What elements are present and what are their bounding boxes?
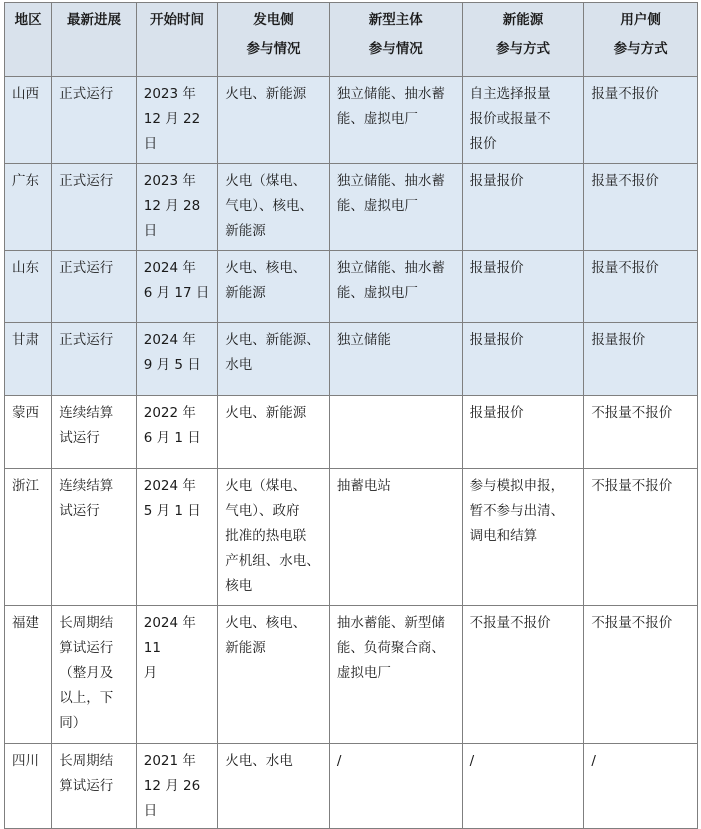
cell-region: 四川 bbox=[5, 744, 52, 829]
cell-start: 2021 年 12 月 26 日 bbox=[136, 744, 217, 829]
cell-generation: 火电（煤电、 气电）、政府 批准的热电联 产机组、水电、 核电 bbox=[218, 469, 330, 606]
cell-progress: 长周期结 算试运行 bbox=[52, 744, 136, 829]
cell-progress: 正式运行 bbox=[52, 77, 136, 164]
cell-user: / bbox=[584, 744, 698, 829]
cell-new-entities: 抽蓄电站 bbox=[329, 469, 462, 606]
header-user: 用户侧 参与方式 bbox=[584, 3, 698, 77]
header-start: 开始时间 bbox=[136, 3, 217, 77]
cell-renewable: 报量报价 bbox=[462, 323, 584, 396]
table-row bbox=[5, 396, 698, 469]
table-row bbox=[5, 164, 698, 251]
cell-progress: 正式运行 bbox=[52, 164, 136, 251]
cell-user: 报量不报价 bbox=[584, 164, 698, 251]
table-row bbox=[5, 251, 698, 323]
cell-progress: 连续结算 试运行 bbox=[52, 396, 136, 469]
cell-start: 2024 年 11 月 bbox=[136, 606, 217, 744]
cell-user: 不报量不报价 bbox=[584, 606, 698, 744]
market-table bbox=[4, 2, 698, 829]
cell-generation: 火电、新能源、 水电 bbox=[218, 323, 330, 396]
cell-new-entities: 抽水蓄能、新型储 能、负荷聚合商、 虚拟电厂 bbox=[329, 606, 462, 744]
cell-start: 2023 年 12 月 22 日 bbox=[136, 77, 217, 164]
cell-region: 广东 bbox=[5, 164, 52, 251]
cell-new-entities bbox=[329, 396, 462, 469]
cell-new-entities: 独立储能、抽水蓄 能、虚拟电厂 bbox=[329, 164, 462, 251]
cell-region: 浙江 bbox=[5, 469, 52, 606]
header-new-entities: 新型主体 参与情况 bbox=[329, 3, 462, 77]
cell-region: 山东 bbox=[5, 251, 52, 323]
cell-new-entities: 独立储能、抽水蓄 能、虚拟电厂 bbox=[329, 251, 462, 323]
table-row bbox=[5, 744, 698, 829]
table-row bbox=[5, 469, 698, 606]
cell-start: 2024 年 6 月 17 日 bbox=[136, 251, 217, 323]
cell-region: 蒙西 bbox=[5, 396, 52, 469]
cell-progress: 正式运行 bbox=[52, 323, 136, 396]
cell-generation: 火电、核电、 新能源 bbox=[218, 606, 330, 744]
cell-start: 2022 年 6 月 1 日 bbox=[136, 396, 217, 469]
cell-generation: 火电、水电 bbox=[218, 744, 330, 829]
cell-renewable: 不报量不报价 bbox=[462, 606, 584, 744]
table-row bbox=[5, 606, 698, 744]
cell-renewable: 报量报价 bbox=[462, 396, 584, 469]
cell-generation: 火电、新能源 bbox=[218, 77, 330, 164]
cell-start: 2024 年 9 月 5 日 bbox=[136, 323, 217, 396]
cell-progress: 连续结算 试运行 bbox=[52, 469, 136, 606]
table-row bbox=[5, 77, 698, 164]
cell-start: 2023 年 12 月 28 日 bbox=[136, 164, 217, 251]
cell-progress: 长周期结 算试运行 （整月及 以上，下 同） bbox=[52, 606, 136, 744]
cell-new-entities: 独立储能、抽水蓄 能、虚拟电厂 bbox=[329, 77, 462, 164]
cell-progress: 正式运行 bbox=[52, 251, 136, 323]
cell-region: 福建 bbox=[5, 606, 52, 744]
cell-new-entities: 独立储能 bbox=[329, 323, 462, 396]
cell-user: 报量不报价 bbox=[584, 77, 698, 164]
header-progress: 最新进展 bbox=[52, 3, 136, 77]
cell-user: 报量报价 bbox=[584, 323, 698, 396]
header-row bbox=[5, 3, 698, 77]
table-row bbox=[5, 323, 698, 396]
header-generation: 发电侧 参与情况 bbox=[218, 3, 330, 77]
cell-new-entities: / bbox=[329, 744, 462, 829]
cell-renewable: 报量报价 bbox=[462, 251, 584, 323]
cell-generation: 火电（煤电、 气电）、核电、 新能源 bbox=[218, 164, 330, 251]
cell-region: 山西 bbox=[5, 77, 52, 164]
cell-renewable: / bbox=[462, 744, 584, 829]
cell-user: 报量不报价 bbox=[584, 251, 698, 323]
cell-renewable: 报量报价 bbox=[462, 164, 584, 251]
header-renewable: 新能源 参与方式 bbox=[462, 3, 584, 77]
cell-user: 不报量不报价 bbox=[584, 396, 698, 469]
cell-renewable: 自主选择报量 报价或报量不 报价 bbox=[462, 77, 584, 164]
cell-generation: 火电、核电、 新能源 bbox=[218, 251, 330, 323]
cell-renewable: 参与模拟申报， 暂不参与出清、 调电和结算 bbox=[462, 469, 584, 606]
cell-generation: 火电、新能源 bbox=[218, 396, 330, 469]
cell-user: 不报量不报价 bbox=[584, 469, 698, 606]
header-region: 地区 bbox=[5, 3, 52, 77]
cell-start: 2024 年 5 月 1 日 bbox=[136, 469, 217, 606]
cell-region: 甘肃 bbox=[5, 323, 52, 396]
